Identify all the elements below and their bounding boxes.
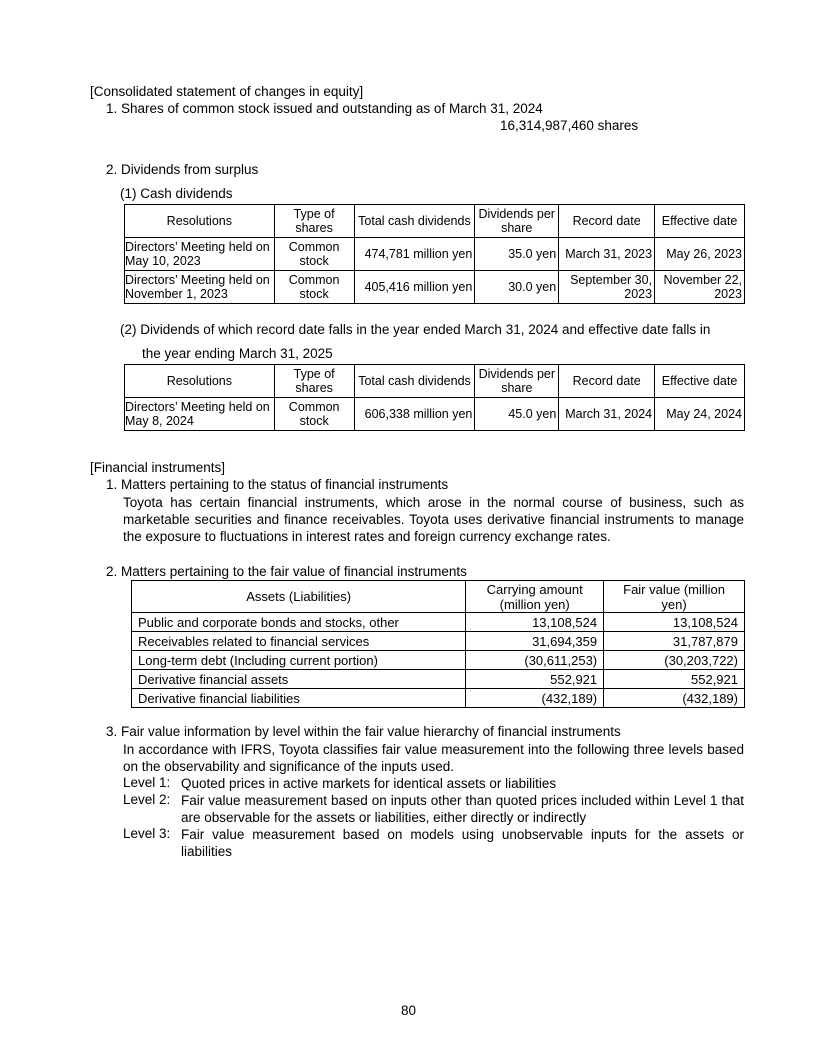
table-cell: (432,189) bbox=[604, 689, 745, 708]
column-header: Record date bbox=[559, 205, 655, 238]
table-header-row bbox=[125, 365, 745, 398]
level-2-label: Level 2: bbox=[123, 792, 171, 807]
table-cell: 13,108,524 bbox=[604, 613, 745, 632]
table-cell: (30,203,722) bbox=[604, 651, 745, 670]
table-cell: May 24, 2024 bbox=[655, 398, 745, 431]
table-row bbox=[132, 689, 745, 708]
status-title: 1. Matters pertaining to the status of financial instruments bbox=[106, 477, 449, 492]
financial-header: [Financial instruments] bbox=[90, 460, 226, 475]
status-paragraph: Toyota has certain financial instruments, which arose in the normal course of business, such as marketable securities and finance receivables. Toyota uses derivative financial instruments to manage the exposure to fluctuations in interest rates and foreign currency exchange rates. bbox=[123, 495, 744, 544]
column-header: Dividends per share bbox=[475, 365, 559, 398]
fair-value-title: 2. Matters pertaining to the fair value of financial instruments bbox=[106, 564, 467, 579]
column-header: Effective date bbox=[655, 365, 745, 398]
table-cell: 552,921 bbox=[604, 670, 745, 689]
next-dividends-title: (2) Dividends of which record date falls in the year ended March 31, 2024 and effective date falls in bbox=[120, 322, 711, 337]
table-row bbox=[132, 651, 745, 670]
table-cell: 30.0 yen bbox=[475, 271, 559, 304]
table-cell: Public and corporate bonds and stocks, other bbox=[132, 613, 466, 632]
table-cell: 31,694,359 bbox=[466, 632, 604, 651]
table-cell: Receivables related to financial services bbox=[132, 632, 466, 651]
level-2-text: Fair value measurement based on inputs other than quoted prices included within Level 1 that are observable for the assets or liabilities, either directly or indirectly bbox=[181, 793, 744, 825]
table-header-row bbox=[132, 581, 745, 613]
dividends-title: 2. Dividends from surplus bbox=[106, 162, 259, 177]
column-header: Resolutions bbox=[125, 205, 275, 238]
table-cell: (432,189) bbox=[466, 689, 604, 708]
table-cell: Common stock bbox=[274, 271, 354, 304]
table-cell: September 30, 2023 bbox=[559, 271, 655, 304]
cash-dividends-title: (1) Cash dividends bbox=[120, 186, 233, 201]
column-header: Assets (Liabilities) bbox=[132, 581, 466, 613]
level-1-text: Quoted prices in active markets for identical assets or liabilities bbox=[181, 776, 557, 791]
column-header: Record date bbox=[559, 365, 655, 398]
table-cell: Derivative financial assets bbox=[132, 670, 466, 689]
table-cell: Derivative financial liabilities bbox=[132, 689, 466, 708]
table-cell: 552,921 bbox=[466, 670, 604, 689]
table-cell: March 31, 2024 bbox=[559, 398, 655, 431]
equity-header: [Consolidated statement of changes in equity] bbox=[90, 84, 364, 99]
table-cell: Directors’ Meeting held on May 10, 2023 bbox=[125, 238, 275, 271]
table-cell: 474,781 million yen bbox=[354, 238, 475, 271]
table-cell: May 26, 2023 bbox=[655, 238, 745, 271]
table-cell: 606,338 million yen bbox=[354, 398, 475, 431]
table-cell: 45.0 yen bbox=[475, 398, 559, 431]
column-header: Dividends per share bbox=[475, 205, 559, 238]
table-cell: Common stock bbox=[274, 398, 354, 431]
level-3-label: Level 3: bbox=[123, 826, 171, 841]
hierarchy-title: 3. Fair value information by level within the fair value hierarchy of financial instruments bbox=[106, 724, 621, 739]
table-cell: 35.0 yen bbox=[475, 238, 559, 271]
column-header: Fair value (million yen) bbox=[604, 581, 745, 613]
table-cell: Directors’ Meeting held on November 1, 2023 bbox=[125, 271, 275, 304]
table-row bbox=[125, 271, 745, 304]
table-row bbox=[125, 398, 745, 431]
hierarchy-paragraph: In accordance with IFRS, Toyota classifies fair value measurement into the following three levels based on the observability and significance of the inputs used. bbox=[123, 742, 744, 774]
shares-outstanding-title: 1. Shares of common stock issued and outstanding as of March 31, 2024 bbox=[106, 101, 543, 116]
column-header: Total cash dividends bbox=[354, 205, 475, 238]
table-cell: 405,416 million yen bbox=[354, 271, 475, 304]
column-header: Effective date bbox=[655, 205, 745, 238]
next-dividends-table bbox=[124, 364, 745, 431]
column-header: Total cash dividends bbox=[354, 365, 475, 398]
table-row bbox=[132, 670, 745, 689]
table-cell: 31,787,879 bbox=[604, 632, 745, 651]
page-number: 80 bbox=[401, 1003, 417, 1018]
table-cell: 13,108,524 bbox=[466, 613, 604, 632]
shares-outstanding-value: 16,314,987,460 shares bbox=[500, 118, 639, 133]
table-row bbox=[132, 613, 745, 632]
level-1-label: Level 1: bbox=[123, 775, 171, 790]
table-row bbox=[125, 238, 745, 271]
next-dividends-title-cont: the year ending March 31, 2025 bbox=[142, 346, 333, 361]
table-cell: Directors’ Meeting held on May 8, 2024 bbox=[125, 398, 275, 431]
table-header-row bbox=[125, 205, 745, 238]
table-row bbox=[132, 632, 745, 651]
column-header: Resolutions bbox=[125, 365, 275, 398]
column-header: Type of shares bbox=[274, 365, 354, 398]
cash-dividends-table bbox=[124, 204, 745, 304]
table-cell: March 31, 2023 bbox=[559, 238, 655, 271]
table-cell: (30,611,253) bbox=[466, 651, 604, 670]
column-header: Type of shares bbox=[274, 205, 354, 238]
level-3-text: Fair value measurement based on models using unobservable inputs for the assets or liabilities bbox=[181, 827, 744, 859]
table-cell: November 22, 2023 bbox=[655, 271, 745, 304]
column-header: Carrying amount (million yen) bbox=[466, 581, 604, 613]
fair-value-table bbox=[131, 580, 745, 708]
table-cell: Common stock bbox=[274, 238, 354, 271]
table-cell: Long-term debt (Including current portion) bbox=[132, 651, 466, 670]
